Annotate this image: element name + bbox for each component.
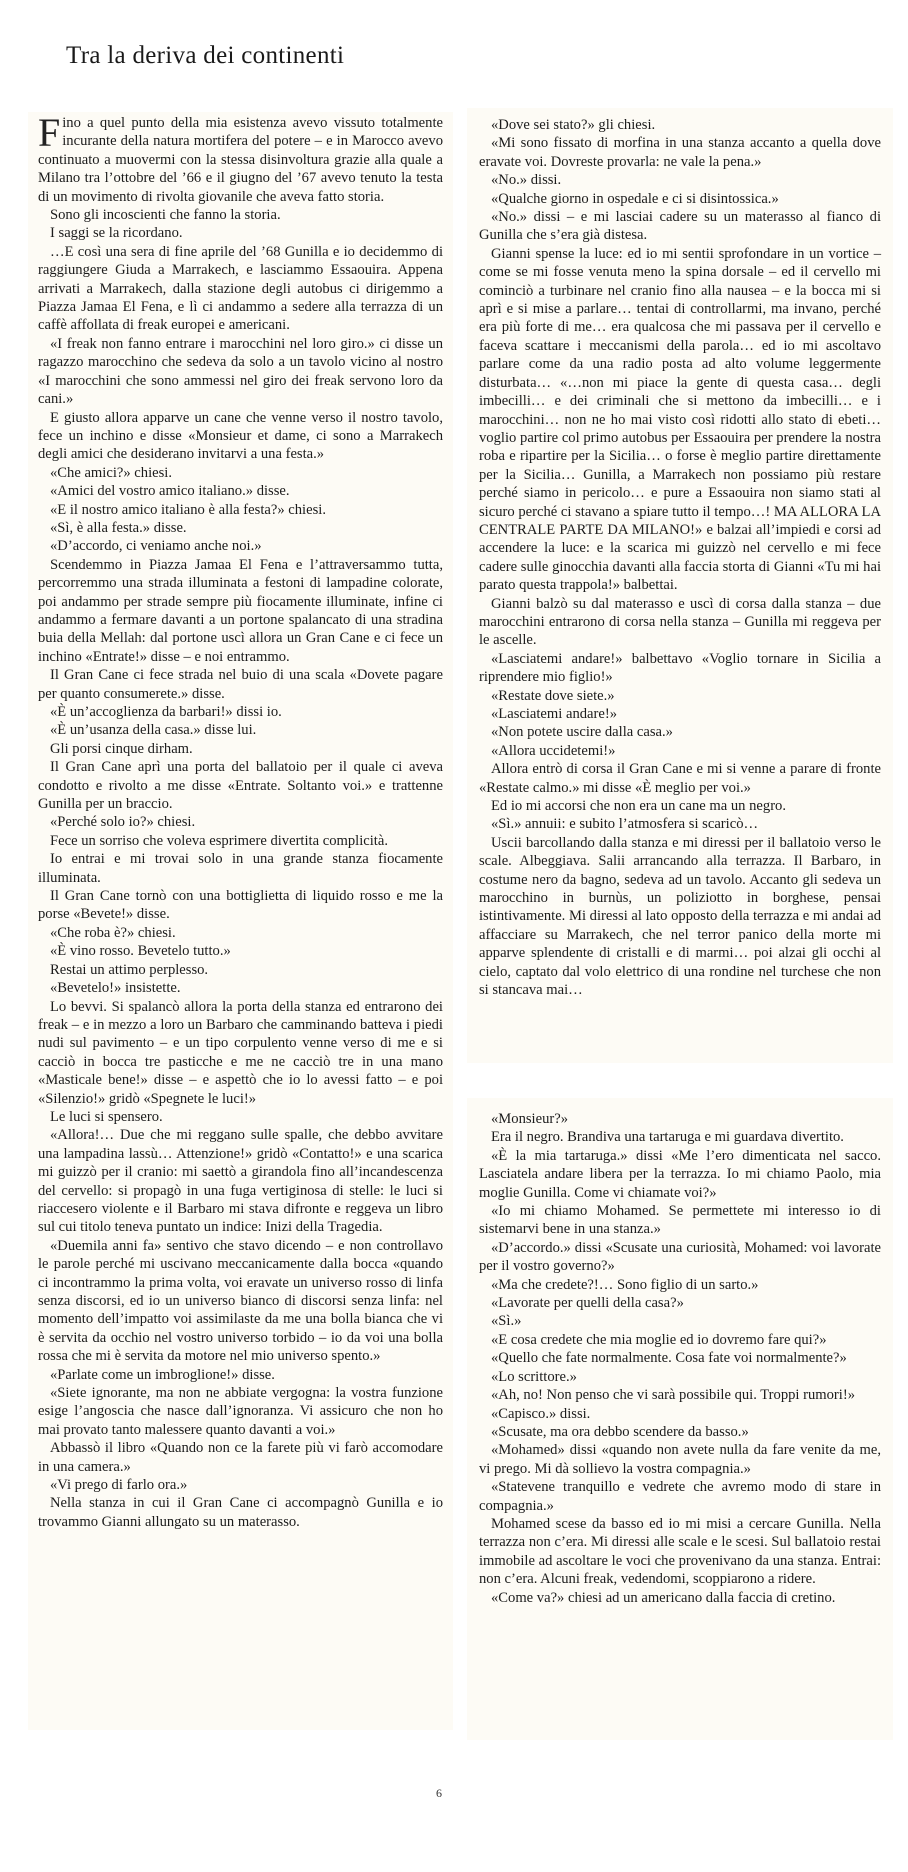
paragraph: «Allora!… Due che mi reggano sulle spalle, che debbo avvitare una lampadina lassù… Attenzione!» gridò «Contatto!» e una scarica mi guizzò per il cranio: mi saettò a girandola fino all’incandescenza del cervello: si propagò in una fuga vertiginosa di stelle: le luci si riaccesero violente e il Barbaro mi stava difronte e reggeva un libro sul cui titolo teneva puntato un indice: Inizi della Tragedia. <box>38 1127 443 1236</box>
paragraph: «Duemila anni fa» sentivo che stavo dicendo – e non controllavo le parole perché mi uscivano meccanicamente dalla bocca «quando ci incontrammo la prima volta, voi eravate un universo rosso di linfa senza discorsi, ed io un universo bianco di discorsi senza linfa: nel momento dell’impatto voi assimilaste da me una bolla bianca che vi è servita da occhio nel vostro universo torbido – io da voi una bolla rossa che mi è servita da motore nel mio universo spento.» <box>38 1237 443 1365</box>
paragraph: «Sì.» <box>491 1313 522 1330</box>
paragraph: «Ah, no! Non penso che vi sarà possibile qui. Troppi rumori!» <box>491 1387 856 1404</box>
paragraph: «Che roba è?» chiesi. <box>50 924 176 941</box>
paragraph: «Che amici?» chiesi. <box>50 464 172 481</box>
paragraph: Allora entrò di corsa il Gran Cane e mi si venne a parare di fronte «Restate calmo.» mi disse «È meglio per voi.» <box>479 761 881 796</box>
paragraph: «Quello che fate normalmente. Cosa fate voi normalmente?» <box>491 1350 847 1367</box>
paragraph: Mohamed scese da basso ed io mi misi a cercare Gunilla. Nella terrazza non c’era. Mi diressi alle scale e le scesi. Sul ballatoio restai immobile ad ascoltare le voci che provenivano da una stanza. Entrai: non c’era. Alcuni freak, vedendomi, scoppiarono a ridere. <box>479 1515 881 1588</box>
paragraph: «Io mi chiamo Mohamed. Se permettete mi interesso io di sistemarvi bene in una stanza.» <box>479 1203 881 1238</box>
paragraph: «Ma che credete?!… Sono figlio di un sarto.» <box>491 1276 759 1293</box>
paragraph: «Scusate, ma ora debbo scendere da basso.» <box>491 1423 749 1440</box>
paragraph: Il Gran Cane ci fece strada nel buio di una scala «Dovete pagare per quanto consumerete.» disse. <box>38 667 443 702</box>
paragraph: «Mi sono fissato di morfina in una stanza accanto a quella dove eravate voi. Dovreste provarla: ne vale la pena.» <box>479 135 881 170</box>
paragraph: «D’accordo.» dissi «Scusate una curiosità, Mohamed: voi lavorate per il vostro governo?» <box>479 1239 881 1275</box>
paragraph: Le luci si spensero. <box>50 1108 163 1125</box>
paragraph: Nella stanza in cui il Gran Cane ci accompagnò Gunilla e io trovammo Gianni allungato su un materasso. <box>38 1495 443 1530</box>
paragraph: E giusto allora apparve un cane che venne verso il nostro tavolo, fece un inchino e disse «Monsieur et dame, ci sono a Marrakech degli amici che desiderano invitarvi a una festa.» <box>38 409 443 463</box>
paragraph: «Sì, è alla festa.» disse. <box>50 519 187 536</box>
paragraph: «Siete ignorante, ma non ne abbiate vergogna: la vostra funzione esige l’angoscia che nasce dall’ignoranza. Vi assicuro che non ho mai provato tanto malessere quanto davanti a voi.» <box>38 1385 443 1438</box>
paragraph: Gianni spense la luce: ed io mi sentii sprofondare in un vortice – come se mi fosse venuta meno la spina dorsale – ed il cervello mi cominciò a turbinare nel cranio fino alla nausea – e la bocca mi si aprì e si mise a parlare… tentai di controllarmi, ma invano, perché era più forte di me… era qualcosa che mi passava per il cervello e faceva scattare i meccanismi della parola… ed io mi ascoltavo parlare come da una radio posta ad alto volume leggermente disturbata… «…non mi piace la gente di questa casa… degli imbecilli… e dei criminali che si mettono da imbecilli… e i marocchini… non ne ho mai visto così ridotti allo stato di ebeti… voglio partire col primo autobus per Essaouira per prendere la nostra roba e ripartire per la Sicilia… o forse è meglio partire direttamente per la Sicilia… Gunilla, a Marrakech non possiamo più restare perché siamo in pericolo… e pure a Essaouira non siamo stati al sicuro perché ci stavano a spiare tutto il tempo…! MA ALLORA LA CENTRALE PARTE DA MILANO!» e balzai all’impiedi e corsi ad accendere la luce: e la scarica mi guizzò nel cervello e mi fece cadere sulle ginocchia davanti alla faccia storta di Gianni «Tu mi hai parato questa trappola!» balbettai. <box>479 245 881 594</box>
right-column-bottom <box>467 1098 893 1740</box>
opening-paragraph <box>38 110 443 206</box>
paragraph: «Sì.» annuii: e subito l’atmosfera si scaricò… <box>491 816 759 833</box>
paragraph: Il Gran Cane tornò con una bottiglietta di liquido rosso e me la porse «Bevete!» disse. <box>38 888 443 923</box>
paragraph: «È vino rosso. Bevetelo tutto.» <box>50 943 231 960</box>
paragraph: «Come va?» chiesi ad un americano dalla faccia di cretino. <box>491 1589 836 1606</box>
paragraph: «Lavorate per quelli della casa?» <box>491 1295 684 1312</box>
paragraph: Uscii barcollando dalla stanza e mi diressi per il ballatoio verso le scale. Albeggiava. Salii arrancando alla terrazza. Il Barbaro, in costume nero da bagno, sedeva ad un tavolo. Accanto gli sedeva un marocchino in burnùs, un poliziotto in borghese, pensai istintivamente. Mi diressi al lato opposto della terrazza e mi andai ad affacciare su Marrakech, che nel terror panico della morte mi apparve splendente di cristalli e di marmi… poi alzai gli occhi al cielo, captato dal volo elettrico di una rondine nel turchese che non si stancava mai… <box>479 834 882 999</box>
paragraph: I saggi se la ricordano. <box>50 225 183 242</box>
right-column-top <box>467 108 893 1063</box>
page-title: Tra la deriva dei continenti <box>66 42 345 69</box>
paragraph: …E così una sera di fine aprile del ’68 Gunilla e io decidemmo di raggiungere Giuda a Marrakech, e lasciammo Essaouira. Appena arrivati a Marrakech, dalla stazione degli autobus ci dirigemmo a Piazza Jamaa El Fena, e lì ci andammo a sedere alla terrazza di un caffè affollata di freak europei e americani. <box>38 243 443 334</box>
paragraph: «Bevetelo!» insistette. <box>50 980 181 997</box>
paragraph: «Qualche giorno in ospedale e ci si disintossica.» <box>491 190 779 207</box>
paragraph: «Non potete uscire dalla casa.» <box>491 724 673 741</box>
paragraph: Lo bevvi. Si spalancò allora la porta della stanza ed entrarono dei freak – e in mezzo a loro un Barbaro che camminando batteva i piedi nudi sul pavimento – e un tipo corpulento venne verso di me e si cacciò in bocca tre pasticche e me ne cacciò tre in una mano «Masticale bene!» disse – e aspettò che io lo avessi fatto – e poi «Silenzio!» gridò «Spegnete le luci!» <box>38 998 443 1107</box>
paragraph: Scendemmo in Piazza Jamaa El Fena e l’attraversammo tutta, percorremmo una strada illuminata a festoni di lampadine colorate, poi andammo per strade sempre più fiocamente illuminate, infine ci andammo a fermare davanti a un portone spalancato di una stradina buia della Mellah: dal portone uscì allora un Gran Cane e ci fece un inchino «Entrate!» disse – e noi entrammo. <box>38 556 443 665</box>
paragraph: Ed io mi accorsi che non era un cane ma un negro. <box>491 798 787 815</box>
paragraph: «Mohamed» dissi «quando non avete nulla da fare venite da me, vi prego. Mi dà sollievo la vostra compagnia.» <box>479 1442 881 1477</box>
paragraph: «Lo scrittore.» <box>491 1368 577 1385</box>
paragraph: «Perché solo io?» chiesi. <box>50 814 196 831</box>
paragraph: Fece un sorriso che voleva esprimere divertita complicità. <box>50 832 388 849</box>
left-paragraphs <box>38 206 443 1531</box>
paragraph: Io entrai e mi trovai solo in una grande stanza fiocamente illuminata. <box>38 851 443 886</box>
paragraph: «È la mia tartaruga.» dissi «Me l’ero dimenticata nel sacco. Lasciatela andare libera per la terrazza. Io mi chiamo Paolo, mia moglie Gunilla. Come vi chiamate voi?» <box>479 1147 881 1201</box>
paragraph: «È un’usanza della casa.» disse lui. <box>50 722 257 739</box>
paragraph: «E cosa credete che mia moglie ed io dovremo fare qui?» <box>491 1331 827 1348</box>
paragraph: «E il nostro amico italiano è alla festa?» chiesi. <box>50 501 326 518</box>
paragraph: «Monsieur?» <box>491 1111 569 1127</box>
paragraph: «Amici del vostro amico italiano.» disse. <box>50 483 290 500</box>
paragraph: Abbassò il libro «Quando non ce la farete più vi farò accomodare in una camera.» <box>38 1440 443 1475</box>
paragraph: «Allora uccidetemi!» <box>491 742 616 759</box>
paragraph: «Restate dove siete.» <box>491 687 615 704</box>
paragraph: Il Gran Cane aprì una porta del ballatoio per il quale ci aveva condotto e rivolto a me disse «Entrate. Soltanto voi.» e trattenne Gunilla per un braccio. <box>38 759 443 813</box>
paragraph: «Capisco.» dissi. <box>491 1405 591 1422</box>
paragraph: «No.» dissi. <box>491 172 562 189</box>
paragraph: «Vi prego di farlo ora.» <box>50 1477 188 1494</box>
left-column <box>28 112 453 1730</box>
paragraph: Restai un attimo perplesso. <box>50 961 209 978</box>
paragraph: Era il negro. Brandiva una tartaruga e mi guardava divertito. <box>491 1129 844 1146</box>
paragraph: «Parlate come un imbroglione!» disse. <box>50 1366 275 1383</box>
paragraph: «Dove sei stato?» gli chiesi. <box>491 117 656 133</box>
paragraph: «Statevene tranquillo e vedrete che avremo modo di stare in compagnia.» <box>479 1479 881 1514</box>
opening-text: ino a quel punto della mia esistenza avevo vissuto totalmente incurante della natura mortifera del potere – e in Marocco avevo continuato a muovermi con la stessa disinvoltura grazie alla quale a Milano tra l’ottobre del ’66 e il giugno del ’67 avevo tenuto la testa di un movimento di rivolta giovanile che aveva fatto storia. <box>38 115 443 205</box>
paragraph: «È un’accoglienza da barbari!» dissi io. <box>50 704 282 720</box>
drop-cap: F <box>38 110 61 155</box>
right-top-paragraphs <box>479 116 881 1000</box>
paragraph: Gli porsi cinque dirham. <box>50 740 193 757</box>
paragraph: «Lasciatemi andare!» <box>491 706 618 722</box>
right-bottom-paragraphs <box>479 1110 881 1607</box>
paragraph: Gianni balzò su dal materasso e uscì di corsa dalla stanza – due marocchini entrarono di corsa nella stanza – Gunilla mi reggeva per le ascelle. <box>479 595 881 649</box>
page-number: 6 <box>436 1786 442 1800</box>
paragraph: «D’accordo, ci veniamo anche noi.» <box>50 538 262 555</box>
paragraph: «Lasciatemi andare!» balbettavo «Voglio tornare in Sicilia a riprendere mio figlio!» <box>479 650 881 686</box>
paragraph: «I freak non fanno entrare i marocchini nel loro giro.» ci disse un ragazzo marocchino che sedeva da solo a un tavolo vicino al nostro «I marocchini che sono ammessi nel giro dei freak servono loro da cani.» <box>38 335 443 408</box>
paragraph: «No.» dissi – e mi lasciai cadere su un materasso al fianco di Gunilla che s’era già distesa. <box>479 209 881 244</box>
paragraph: Sono gli incoscienti che fanno la storia. <box>50 207 281 224</box>
